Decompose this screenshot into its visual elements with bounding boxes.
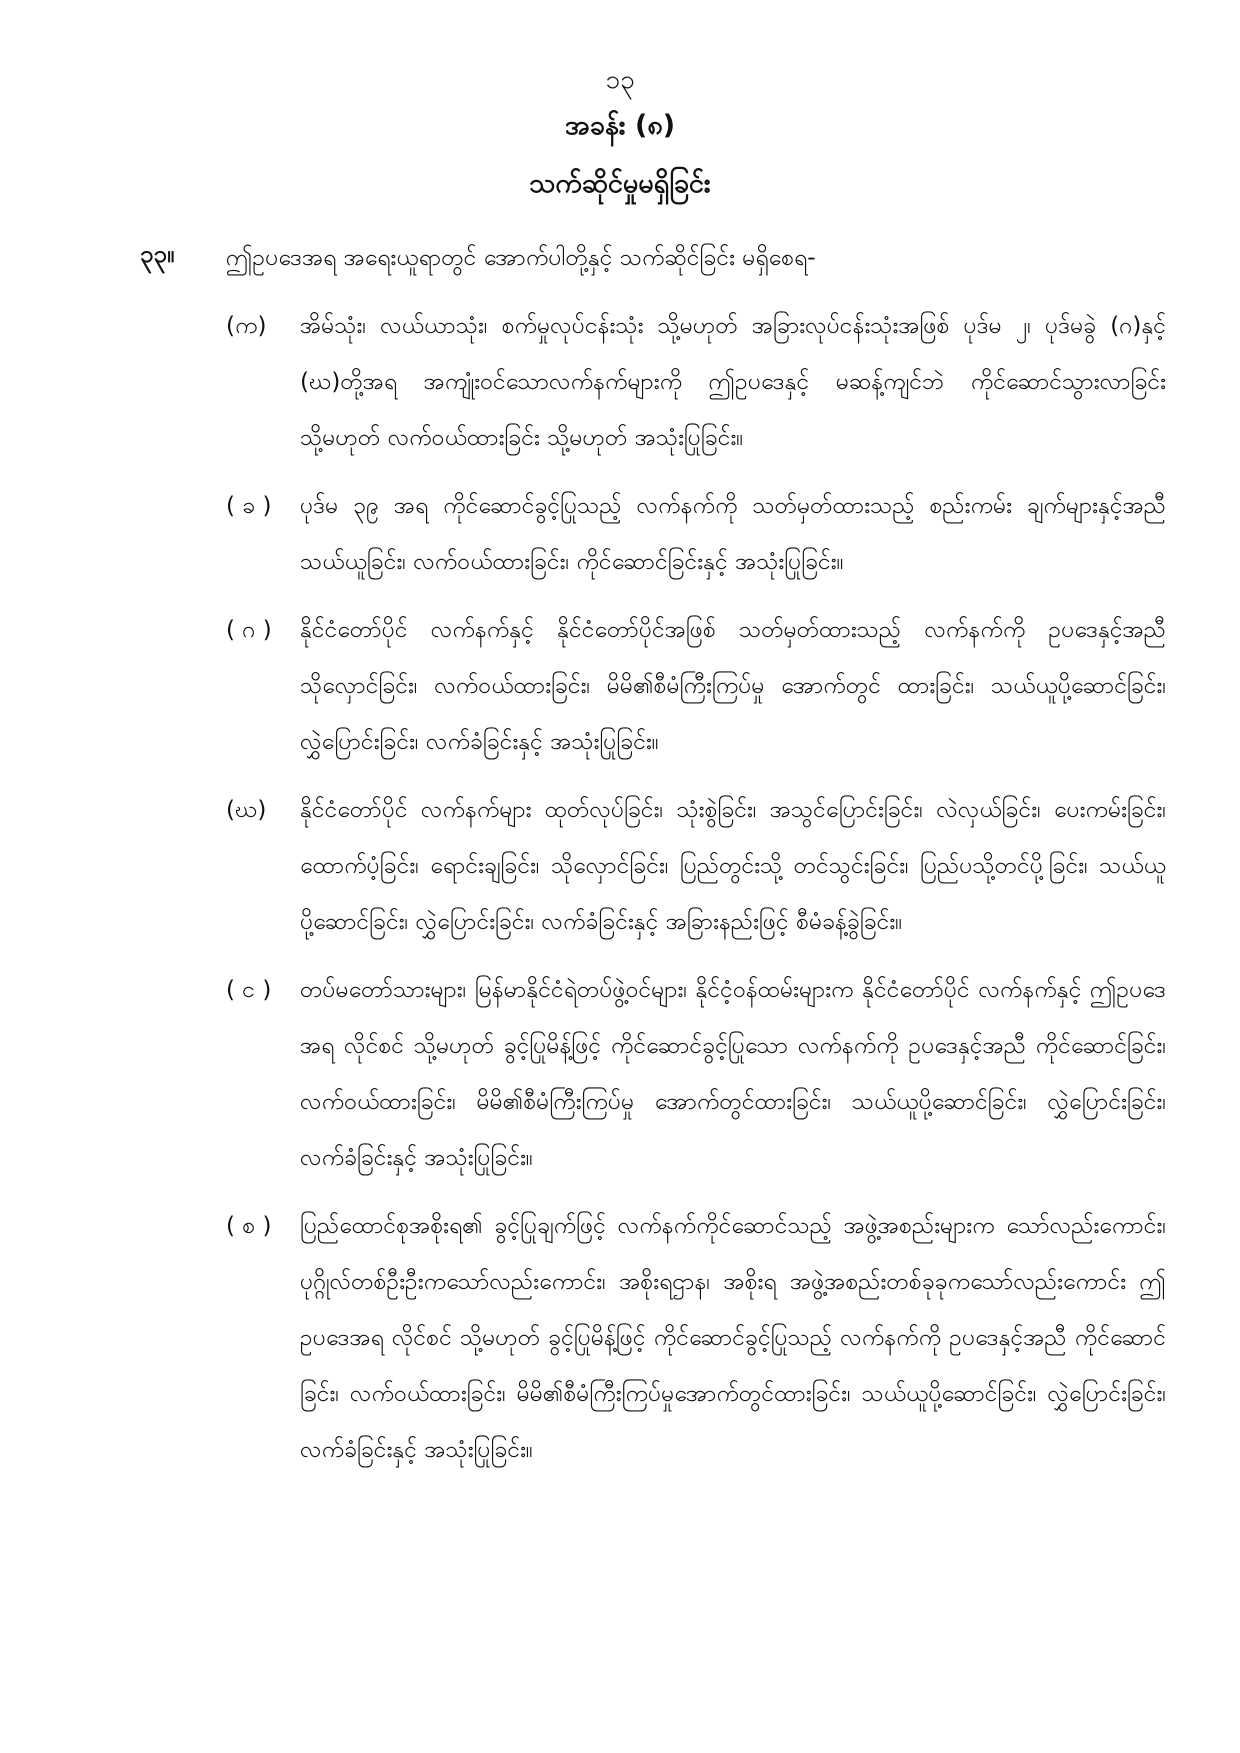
clause-gha xyxy=(226,782,1166,950)
clause-text: အိမ်သုံး၊ လယ်ယာသုံး၊ စက်မှုလုပ်ငန်းသုံး သို့မဟုတ် အခြားလုပ်ငန်းသုံးအဖြစ် ပုဒ်မ ၂၊ ပုဒ်မခွဲ (ဂ)နှင့် (ဃ)တို့အရ အကျုံးဝင်သောလက်နက်များကို ဤဥပဒေနှင့် မဆန့်ကျင်ဘဲ ကိုင်ဆောင်သွားလာခြင်း သို့မဟုတ် လက်ဝယ်ထားခြင်း သို့မဟုတ် အသုံးပြုခြင်း။ xyxy=(300,313,1166,451)
clause-label: ( င ) xyxy=(226,977,272,1003)
section-number: ၃၃။ xyxy=(140,240,175,268)
section-intro: ဤဥပဒေအရ အရေးယူရာတွင် အောက်ပါတို့နှင့် သက်ဆိုင်ခြင်း မရှိစေရ- xyxy=(226,245,816,271)
clause-text: ပြည်ထောင်စုအစိုးရ၏ ခွင့်ပြုချက်ဖြင့် လက်နက်ကိုင်ဆောင်သည့် အဖွဲ့အစည်းများက သော်လည်းကောင်း၊ ပုဂ္ဂိုလ်တစ်ဦးဦးကသော်လည်းကောင်း၊ အစိုးရဌာန၊ အစိုးရ အဖွဲ့အစည်းတစ်ခုခုကသော်လည်းကောင်း ဤဥပဒေအရ လိုင်စင် သို့မဟုတ် ခွင့်ပြုမိန့်ဖြင့် ကိုင်ဆောင်ခွင့်ပြုသည့် လက်နက်ကို ဥပဒေနှင့်အညီ ကိုင်ဆောင်ခြင်း၊ လက်ဝယ်ထားခြင်း၊ မိမိ၏စီမံကြီးကြပ်မှုအောက်တွင်ထားခြင်း၊ သယ်ယူပို့ဆောင်ခြင်း၊ လွှဲပြောင်းခြင်း၊ လက်ခံခြင်းနှင့် အသုံးပြုခြင်း။ xyxy=(300,1213,1166,1463)
page-number: ၁၃ xyxy=(605,65,635,95)
clause-list xyxy=(226,298,1166,1490)
clause-text: တပ်မတော်သားများ၊ မြန်မာနိုင်ငံရဲတပ်ဖွဲ့ဝင်များ၊ နိုင်ငံ့ဝန်ထမ်းများက နိုင်ငံတော်ပိုင် လက်နက်နှင့် ဤဥပဒေအရ လိုင်စင် သို့မဟုတ် ခွင့်ပြုမိန့်ဖြင့် ကိုင်ဆောင်ခွင့်ပြုသော လက်နက်ကို ဥပဒေနှင့်အညီ ကိုင်ဆောင်ခြင်း၊ လက်ဝယ်ထားခြင်း၊ မိမိ၏စီမံကြီးကြပ်မှု အောက်တွင်ထားခြင်း၊ သယ်ယူပို့ဆောင်ခြင်း၊ လွှဲပြောင်းခြင်း၊ လက်ခံခြင်းနှင့် အသုံးပြုခြင်း။ xyxy=(300,977,1166,1171)
clause-text: နိုင်ငံတော်ပိုင် လက်နက်များ ထုတ်လုပ်ခြင်း၊ သုံးစွဲခြင်း၊ အသွင်ပြောင်းခြင်း၊ လဲလှယ်ခြင်း၊ ပေးကမ်းခြင်း၊ ထောက်ပံ့ခြင်း၊ ရောင်းချခြင်း၊ သိုလှောင်ခြင်း၊ ပြည်တွင်းသို့ တင်သွင်းခြင်း၊ ပြည်ပသို့တင်ပို့ခြင်း၊ သယ်ယူပို့ဆောင်ခြင်း၊ လွှဲပြောင်းခြင်း၊ လက်ခံခြင်းနှင့် အခြားနည်းဖြင့် စီမံခန့်ခွဲခြင်း။ xyxy=(300,797,1166,935)
clause-ga xyxy=(226,602,1166,770)
clause-ka xyxy=(226,298,1166,466)
clause-text: ပုဒ်မ ၃၉ အရ ကိုင်ဆောင်ခွင့်ပြုသည့် လက်နက်ကို သတ်မှတ်ထားသည့် စည်းကမ်း ချက်များနှင့်အညီ သယ်ယူခြင်း၊ လက်ဝယ်ထားခြင်း၊ ကိုင်ဆောင်ခြင်းနှင့် အသုံးပြုခြင်း။ xyxy=(300,493,1166,575)
chapter-subtitle: သက်ဆိုင်မှုမရှိခြင်း xyxy=(529,168,711,199)
clause-label: ( ခ ) xyxy=(226,493,272,519)
clause-text: နိုင်ငံတော်ပိုင် လက်နက်နှင့် နိုင်ငံတော်ပိုင်အဖြစ် သတ်မှတ်ထားသည့် လက်နက်ကို ဥပဒေနှင့်အညီ သိုလှောင်ခြင်း၊ လက်ဝယ်ထားခြင်း၊ မိမိ၏စီမံကြီးကြပ်မှု အောက်တွင် ထားခြင်း၊ သယ်ယူပို့ဆောင်ခြင်း၊ လွှဲပြောင်းခြင်း၊ လက်ခံခြင်းနှင့် အသုံးပြုခြင်း။ xyxy=(300,617,1166,755)
clause-label: ( ဂ ) xyxy=(226,617,272,643)
clause-sa xyxy=(226,1198,1166,1478)
clause-label: (ဃ) xyxy=(226,797,267,823)
clause-kha xyxy=(226,478,1166,590)
clause-nga xyxy=(226,962,1166,1186)
clause-label: (က) xyxy=(226,313,267,339)
chapter-title: အခန်း (၈) xyxy=(564,110,676,141)
clause-label: ( စ ) xyxy=(226,1213,272,1239)
